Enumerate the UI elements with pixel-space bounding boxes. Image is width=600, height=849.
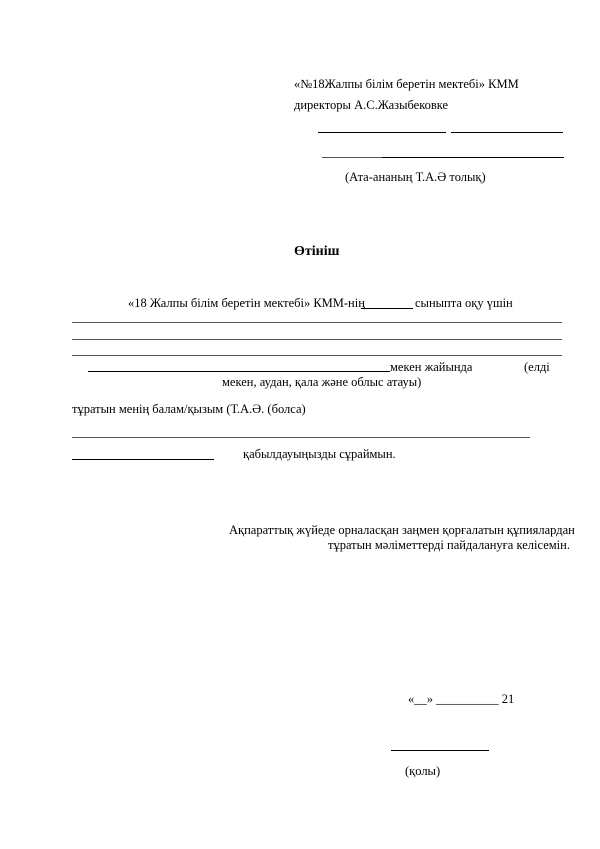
child-label: тұратын менің балам/қызым (Т.А.Ә. (болса) [72,402,306,416]
extra-blank-b [110,459,214,460]
signature-caption: (қолы) [405,764,441,778]
director-line: директоры А.С.Жазыбековке [294,98,449,112]
address-blank [88,371,390,372]
child-info-line-3 [72,355,562,356]
grade-suffix: сыныпта оқу үшін [415,296,513,310]
request-text: қабылдауыңызды сұраймын. [243,447,396,461]
extra-blank-a [72,459,110,460]
document-title: Өтініш [294,244,340,259]
school-name-text: «18 Жалпы білім беретін мектебі» КММ-нің [128,296,365,310]
grade-blank [361,308,413,309]
date-field: «__» __________ 21 [408,692,515,706]
consent-line-1: Ақпараттық жүйеде орналасқан заңмен қорғалатын құпиялардан [229,523,575,537]
child-name-line [72,437,530,438]
child-info-line-1 [72,322,562,323]
parent-name-caption: (Ата-ананың Т.А.Ә толық) [345,170,486,184]
parent-name-blank-2a [322,157,382,158]
school-header-line: «№18Жалпы білім беретін мектебі» КММ [294,77,519,91]
child-info-line-2 [72,339,562,340]
parent-name-blank-2b [382,157,564,158]
parent-name-blank-1a [318,132,446,133]
address-label: мекен жайында [390,360,473,374]
parent-name-blank-1b [451,132,563,133]
signature-blank [391,750,489,751]
region-open-text: (елді [524,360,550,374]
consent-line-2: тұратын мәліметтерді пайдалануға келісемін. [328,538,570,552]
region-caption: мекен, аудан, қала және облыс атауы) [222,375,422,389]
